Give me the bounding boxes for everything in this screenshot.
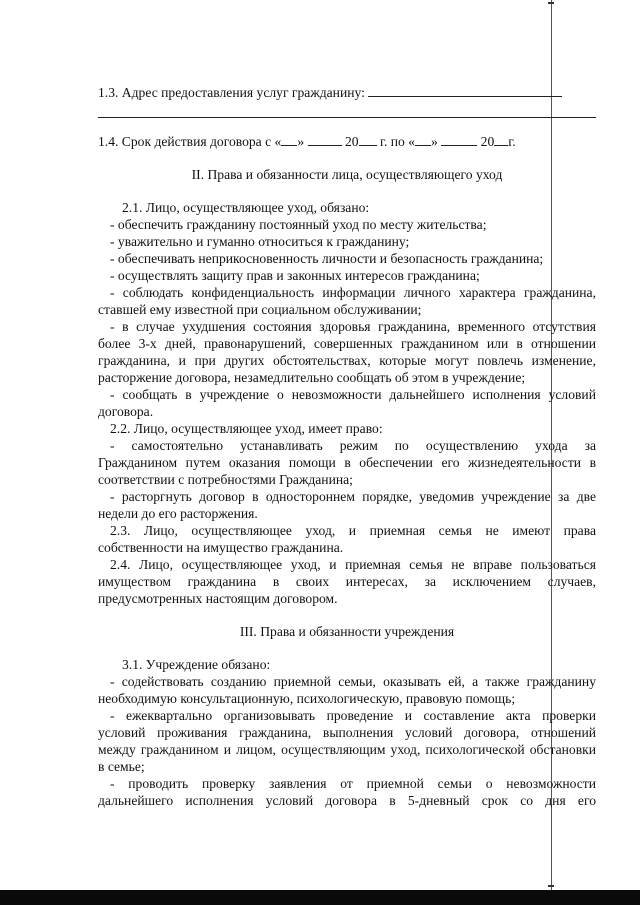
term-quote: »: [431, 134, 438, 149]
paragraph-line: ставшей ему известной при социальном обслуживании;: [98, 302, 422, 317]
paragraph-line: 3.1. Учреждение обязано:: [122, 657, 271, 672]
term-quote: »: [297, 134, 305, 149]
paragraph-line: - самостоятельно устанавливать режим по осуществлению ухода за: [110, 438, 596, 453]
paragraph-line: между гражданином и лицом, осуществляющим уход, психологической обстановки: [98, 742, 596, 757]
term-year-prefix: 20: [344, 134, 359, 149]
term-end: г.: [508, 134, 516, 149]
section-2-title: II. Права и обязанности лица, осуществляющего уход: [191, 167, 503, 182]
paragraph-line: - в случае ухудшения состояния здоровья гражданина, временного отсутствия: [110, 319, 596, 334]
paragraph-line: имуществом гражданина в своих интересах, за исключением случаев,: [98, 574, 596, 589]
paragraph-line: - содействовать созданию приемной семьи, оказывать ей, а также гражданину: [110, 674, 596, 689]
paragraph-line: - ежеквартально организовывать проведение и составление акта проверки: [110, 708, 596, 723]
scan-artifact-mark: [548, 2, 554, 4]
paragraph-line: 2.2. Лицо, осуществляющее уход, имеет право:: [110, 421, 383, 436]
term-day-blank: [415, 133, 431, 146]
paragraph-line: 2.4. Лицо, осуществляющее уход, и приемная семья не вправе пользоваться: [110, 557, 596, 572]
paragraph-line: - расторгнуть договор в одностороннем порядке, уведомив учреждение за две: [110, 489, 596, 504]
paragraph-line: собственности на имущество гражданина.: [98, 540, 344, 555]
paragraph-line: договора.: [98, 404, 154, 419]
paragraph-line: необходимую консультационную, психологическую, правовую помощь;: [98, 691, 516, 706]
paragraph-line: - сообщать в учреждение о невозможности дальнейшего исполнения условий: [110, 387, 596, 402]
term-month-blank: [441, 133, 477, 146]
paragraph-line: 2.1. Лицо, осуществляющее уход, обязано:: [122, 200, 370, 215]
address-line: [98, 84, 596, 101]
paragraph-line: - уважительно и гуманно относиться к гражданину;: [110, 234, 410, 249]
term-line: [98, 133, 596, 150]
address-blank: [368, 84, 562, 97]
term-prefix: 1.4. Срок действия договора с «: [98, 134, 282, 149]
separator-rule: [98, 117, 596, 118]
address-label: 1.3. Адрес предоставления услуг гражданину:: [98, 85, 365, 100]
paragraph-line: - соблюдать конфиденциальность информации личного характера гражданина,: [110, 285, 596, 300]
term-day-blank: [281, 133, 297, 146]
paragraph-line: в семье;: [98, 759, 145, 774]
paragraph-line: предусмотренных настоящим договором.: [98, 591, 338, 606]
paragraph-line: - осуществлять защиту прав и законных интересов гражданина;: [110, 268, 480, 283]
term-to: г. по «: [379, 134, 416, 149]
term-year-blank: [359, 133, 377, 146]
scan-artifact-mark: [548, 885, 554, 887]
paragraph-line: более 3-х дней, правонарушений, совершенных гражданином или в отношении: [98, 336, 596, 351]
paragraph-line: гражданина, и при других обстоятельствах, которые могут повлечь изменение,: [98, 353, 596, 368]
paragraph-line: 2.3. Лицо, осуществляющее уход, и приемная семья не имеют права: [110, 523, 596, 538]
paragraph-line: - обеспечить гражданину постоянный уход по месту жительства;: [110, 217, 487, 232]
section-3-title: III. Права и обязанности учреждения: [239, 624, 455, 639]
paragraph-line: недели до его расторжения.: [98, 506, 258, 521]
paragraph-line: - проводить проверку заявления от приемной семьи о невозможности: [110, 776, 596, 791]
paragraph-line: дальнейшего исполнения условий договора в 5-дневный срок со дня его: [98, 793, 596, 808]
paragraph-line: расторжение договора, незамедлительно сообщать об этом в учреждение;: [98, 370, 526, 385]
scan-bottom-edge: [0, 890, 640, 905]
paragraph-line: условий проживания гражданина, выполнения условий договора, отношений: [98, 725, 596, 740]
paragraph-line: - обеспечивать неприкосновенность личности и безопасность гражданина;: [110, 251, 544, 266]
term-month-blank: [308, 133, 342, 146]
paragraph-line: соответствии с потребностями Гражданина;: [98, 472, 353, 487]
term-year-blank: [494, 133, 508, 146]
term-year-prefix: 20: [480, 134, 495, 149]
paragraph-line: Гражданином путем оказания помощи в обеспечении его жизнедеятельности в: [98, 455, 596, 470]
